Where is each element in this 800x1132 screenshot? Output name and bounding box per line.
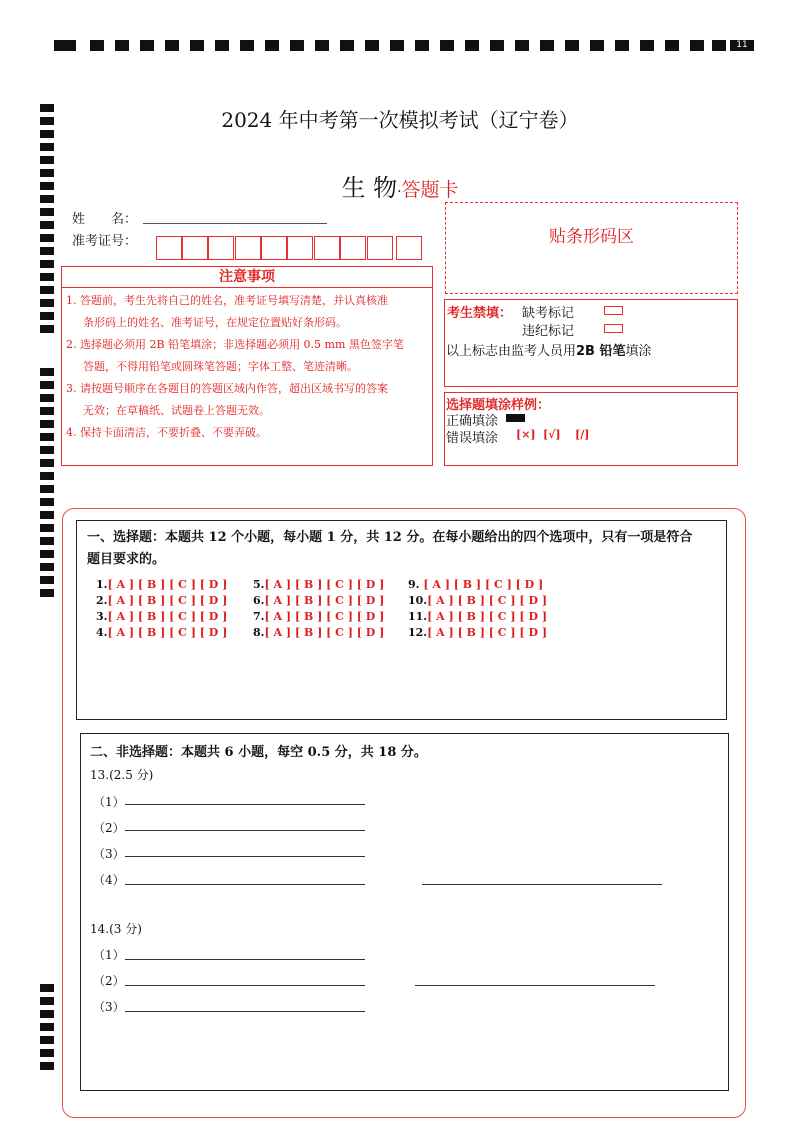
q13-answer-line-2[interactable] xyxy=(125,830,365,831)
mc-question-5[interactable]: 5.[ A ] [ B ] [ C ] [ D ] xyxy=(253,578,385,591)
q13-answer-line-4b[interactable] xyxy=(422,884,662,885)
prohibit-note xyxy=(446,340,652,359)
section1-heading xyxy=(87,527,692,571)
q13-answer-line-1[interactable] xyxy=(125,804,365,805)
notice-item: 4. 保持卡面清洁，不要折叠、不要弄破。 xyxy=(66,426,267,439)
q13-answer-line-3[interactable] xyxy=(125,856,365,857)
subject-dot: · xyxy=(397,184,402,200)
q14-sub-1-label: （1） xyxy=(93,948,125,962)
section1-box xyxy=(76,520,727,720)
mc-question-8[interactable]: 8.[ A ] [ B ] [ C ] [ D ] xyxy=(253,626,385,639)
barcode-label: 贴条形码区 xyxy=(549,227,634,247)
barcode-area xyxy=(445,202,738,294)
exam-title: 2024 年中考第一次模拟考试（辽宁卷） xyxy=(221,108,579,132)
q14-answer-line-1[interactable] xyxy=(125,959,365,960)
q14-sub-2-label: （2） xyxy=(93,974,125,988)
mc-question-9[interactable]: 9. [ A ] [ B ] [ C ] [ D ] xyxy=(408,578,544,591)
violation-mark-box[interactable] xyxy=(604,324,623,333)
note-prefix: 以上标志由监考人员用 xyxy=(446,344,577,359)
prohibit-box xyxy=(444,299,738,387)
timing-mark xyxy=(690,40,704,51)
mc-question-3[interactable]: 3.[ A ] [ B ] [ C ] [ D ] xyxy=(96,610,228,623)
timing-mark xyxy=(365,40,379,51)
timing-mark xyxy=(315,40,329,51)
timing-mark xyxy=(465,40,479,51)
notice-item: 3. 请按题号顺序在各题目的答题区域内作答，超出区域书写的答案 xyxy=(66,382,388,395)
timing-mark xyxy=(590,40,604,51)
section1-heading-line2: 题目要求的。 xyxy=(87,552,166,567)
mc-question-1[interactable]: 1.[ A ] [ B ] [ C ] [ D ] xyxy=(96,578,228,591)
notice-title: 注意事项 xyxy=(219,269,275,285)
prohibit-label: 考生禁填： xyxy=(447,306,513,321)
name-field[interactable] xyxy=(143,208,327,224)
note-bold: 2B 铅笔 xyxy=(576,344,626,359)
timing-mark xyxy=(215,40,229,51)
sample-title: 选择题填涂样例： xyxy=(446,398,551,413)
mc-column-1 xyxy=(96,577,227,641)
timing-mark xyxy=(340,40,354,51)
mc-question-10[interactable]: 10.[ A ] [ B ] [ C ] [ D ] xyxy=(408,594,548,607)
q14-answer-line-2a[interactable] xyxy=(125,985,365,986)
timing-mark xyxy=(240,40,254,51)
notice-item: 无效；在草稿纸、试题卷上答题无效。 xyxy=(83,404,270,417)
timing-mark xyxy=(390,40,404,51)
mc-column-2 xyxy=(253,577,384,641)
notice-box xyxy=(61,288,433,466)
wrong-mark-check: [√] xyxy=(543,428,561,441)
correct-fill-sample xyxy=(506,414,525,422)
notice-item: 条形码上的姓名、准考证号，在规定位置贴好条形码。 xyxy=(83,316,347,329)
timing-mark xyxy=(640,40,654,51)
notice-item: 1. 答题前，考生先将自己的姓名，准考证号填写清楚，并认真核准 xyxy=(66,294,388,307)
q14-answer-line-2b[interactable] xyxy=(415,985,655,986)
notice-item: 答题，不得用铅笔或圆珠笔答题；字体工整、笔迹清晰。 xyxy=(83,360,358,373)
question-14-label: 14.(3 分) xyxy=(90,922,142,936)
timing-mark xyxy=(190,40,204,51)
timing-mark xyxy=(615,40,629,51)
timing-mark xyxy=(540,40,554,51)
name-label: 姓 名： xyxy=(72,212,138,227)
timing-mark xyxy=(515,40,529,51)
section2-box xyxy=(80,733,729,1091)
timing-mark xyxy=(54,40,76,51)
mc-column-3 xyxy=(408,577,547,641)
absent-mark-box[interactable] xyxy=(604,306,623,315)
q13-sub-2-label: （2） xyxy=(93,821,125,835)
timing-mark xyxy=(290,40,304,51)
absent-label: 缺考标记 xyxy=(522,306,575,321)
subject-name: 生 物 xyxy=(341,174,398,202)
timing-mark xyxy=(165,40,179,51)
timing-mark xyxy=(712,40,726,51)
timing-mark xyxy=(565,40,579,51)
id-number-boxes[interactable] xyxy=(156,236,426,260)
mc-question-4[interactable]: 4.[ A ] [ B ] [ C ] [ D ] xyxy=(96,626,228,639)
q13-answer-line-4a[interactable] xyxy=(125,884,365,885)
section2-heading: 二、非选择题：本题共 6 小题，每空 0.5 分，共 18 分。 xyxy=(90,745,427,760)
timing-mark xyxy=(490,40,504,51)
timing-mark xyxy=(115,40,129,51)
violation-label: 违纪标记 xyxy=(522,324,575,339)
wrong-mark-cross: [×] xyxy=(516,428,536,441)
q13-sub-3-label: （3） xyxy=(93,847,125,861)
q13-sub-4-label: （4） xyxy=(93,873,125,887)
q14-sub-3-label: （3） xyxy=(93,1000,125,1014)
section1-heading-line1: 一、选择题：本题共 12 个小题，每小题 1 分，共 12 分。在每小题给出的四个选项中，只有一项是符合 xyxy=(87,530,693,545)
mc-question-11[interactable]: 11.[ A ] [ B ] [ C ] [ D ] xyxy=(408,610,548,623)
timing-mark xyxy=(665,40,679,51)
mc-question-7[interactable]: 7.[ A ] [ B ] [ C ] [ D ] xyxy=(253,610,385,623)
timing-mark xyxy=(265,40,279,51)
page-number: 11 xyxy=(730,40,754,51)
timing-mark xyxy=(440,40,454,51)
card-label: 答题卡 xyxy=(401,179,459,201)
id-label: 准考证号： xyxy=(72,234,138,249)
wrong-mark-slash: [/] xyxy=(575,428,590,441)
notice-title-box xyxy=(61,266,433,288)
subject-header xyxy=(0,168,800,203)
mc-question-6[interactable]: 6.[ A ] [ B ] [ C ] [ D ] xyxy=(253,594,385,607)
top-timing-marks xyxy=(54,40,754,52)
sample-box xyxy=(444,392,738,466)
timing-mark xyxy=(140,40,154,51)
note-suffix: 填涂 xyxy=(625,344,652,359)
q13-sub-1-label: （1） xyxy=(93,795,125,809)
notice-item: 2. 选择题必须用 2B 铅笔填涂；非选择题必须用 0.5 mm 黑色签字笔 xyxy=(66,338,404,351)
correct-label: 正确填涂 xyxy=(446,414,499,429)
timing-mark xyxy=(90,40,104,51)
mc-question-2[interactable]: 2.[ A ] [ B ] [ C ] [ D ] xyxy=(96,594,228,607)
mc-question-12[interactable]: 12.[ A ] [ B ] [ C ] [ D ] xyxy=(408,626,548,639)
q14-answer-line-3[interactable] xyxy=(125,1011,365,1012)
timing-mark xyxy=(415,40,429,51)
wrong-label: 错误填涂 xyxy=(446,431,499,446)
question-13-label: 13.(2.5 分) xyxy=(90,768,154,782)
